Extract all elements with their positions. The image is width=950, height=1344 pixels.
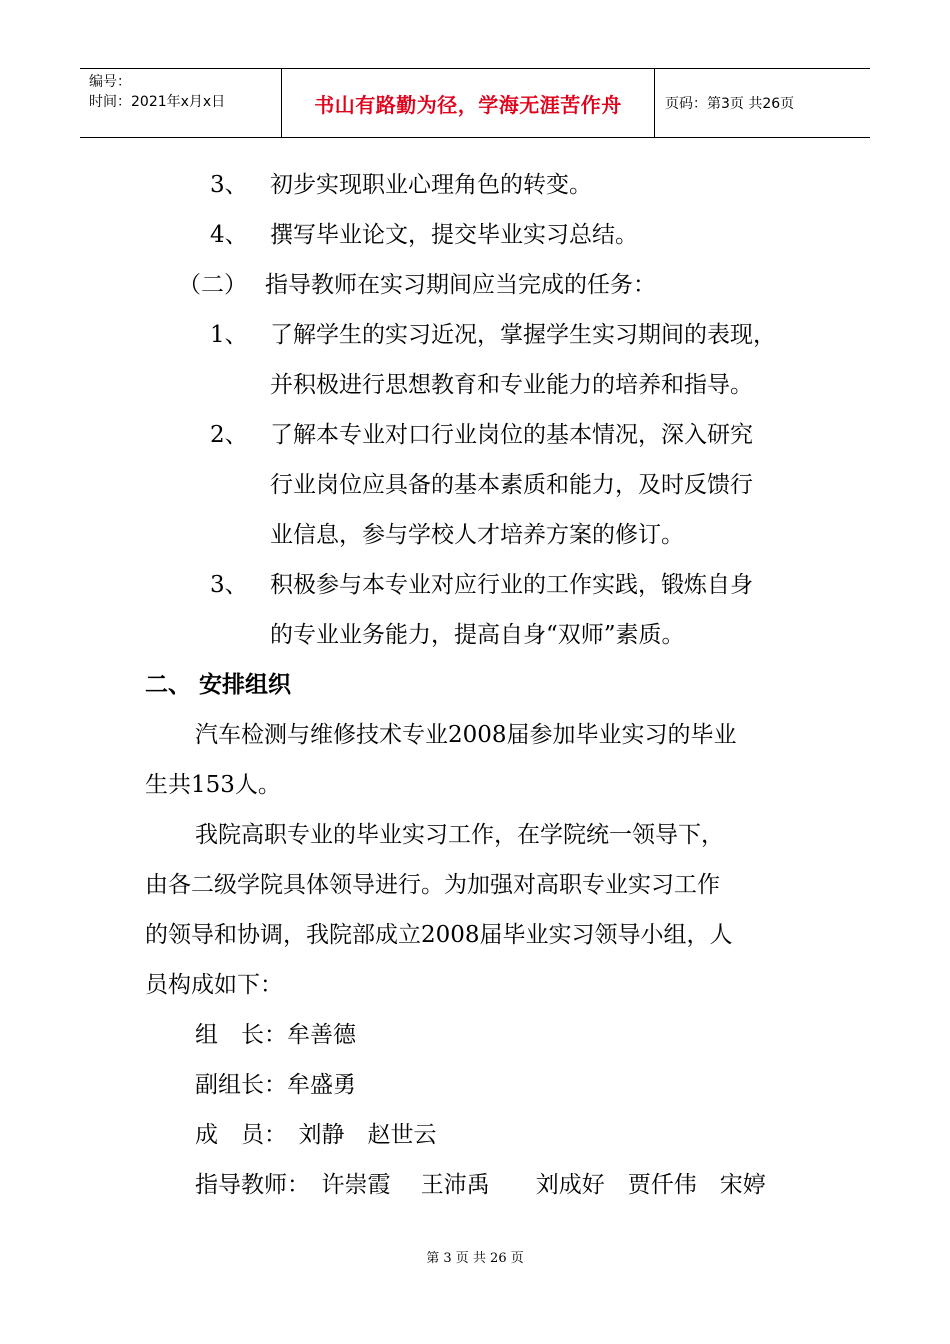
document-header bbox=[80, 68, 870, 138]
group-teachers: 指导教师： 许崇霞 王沛禹 刘成好 贾仟伟 宋婷 bbox=[195, 1172, 766, 1198]
page-footer: 第 3 页 共 26 页 bbox=[426, 1251, 524, 1266]
subsection-number: （二） bbox=[178, 272, 247, 298]
list-item-text: 的专业业务能力，提高自身“双师”素质。 bbox=[270, 622, 685, 648]
list-item-text: 初步实现职业心理角色的转变。 bbox=[270, 172, 592, 198]
paragraph-line: 汽车检测与维修技术专业2008届参加毕业实习的毕业 bbox=[195, 722, 737, 748]
paragraph-line: 由各二级学院具体领导进行。为加强对高职专业实习工作 bbox=[145, 872, 720, 898]
list-number: 3、 bbox=[210, 572, 248, 598]
list-number: 1、 bbox=[210, 322, 248, 348]
group-leader: 组 长：牟善德 bbox=[195, 1022, 356, 1048]
list-item-text: 积极参与本专业对应行业的工作实践，锻炼自身 bbox=[270, 572, 753, 598]
header-meta bbox=[80, 69, 282, 137]
group-members: 成 员： 刘静 赵世云 bbox=[195, 1122, 437, 1148]
list-item-text: 撰写毕业论文，提交毕业实习总结。 bbox=[270, 222, 638, 248]
paragraph-line: 的领导和协调，我院部成立2008届毕业实习领导小组，人 bbox=[145, 922, 733, 948]
list-item-text: 了解本专业对口行业岗位的基本情况，深入研究 bbox=[270, 422, 753, 448]
list-item-text: 业信息，参与学校人才培养方案的修订。 bbox=[270, 522, 684, 548]
header-number-label: 编号： bbox=[89, 74, 131, 90]
section-heading: 二、 安排组织 bbox=[145, 672, 292, 698]
header-page-number: 页码：第3页 共26页 bbox=[665, 96, 795, 112]
list-item-text: 了解学生的实习近况，掌握学生实习期间的表现， bbox=[270, 322, 776, 348]
paragraph-line: 我院高职专业的毕业实习工作，在学院统一领导下， bbox=[195, 822, 724, 848]
group-vice-leader: 副组长：牟盛勇 bbox=[195, 1072, 356, 1098]
paragraph-line: 员构成如下： bbox=[145, 972, 283, 998]
list-number: 2、 bbox=[210, 422, 248, 448]
header-time: 时间：2021年x月x日 bbox=[89, 94, 226, 110]
list-item-text: 行业岗位应具备的基本素质和能力，及时反馈行 bbox=[270, 472, 753, 498]
paragraph-line: 生共153人。 bbox=[145, 772, 281, 798]
list-number: 4、 bbox=[210, 222, 248, 248]
subsection-title: 指导教师在实习期间应当完成的任务： bbox=[265, 272, 656, 298]
list-item-text: 并积极进行思想教育和专业能力的培养和指导。 bbox=[270, 372, 753, 398]
list-number: 3、 bbox=[210, 172, 248, 198]
header-motto: 书山有路勤为径，学海无涯苦作舟 bbox=[282, 69, 655, 137]
